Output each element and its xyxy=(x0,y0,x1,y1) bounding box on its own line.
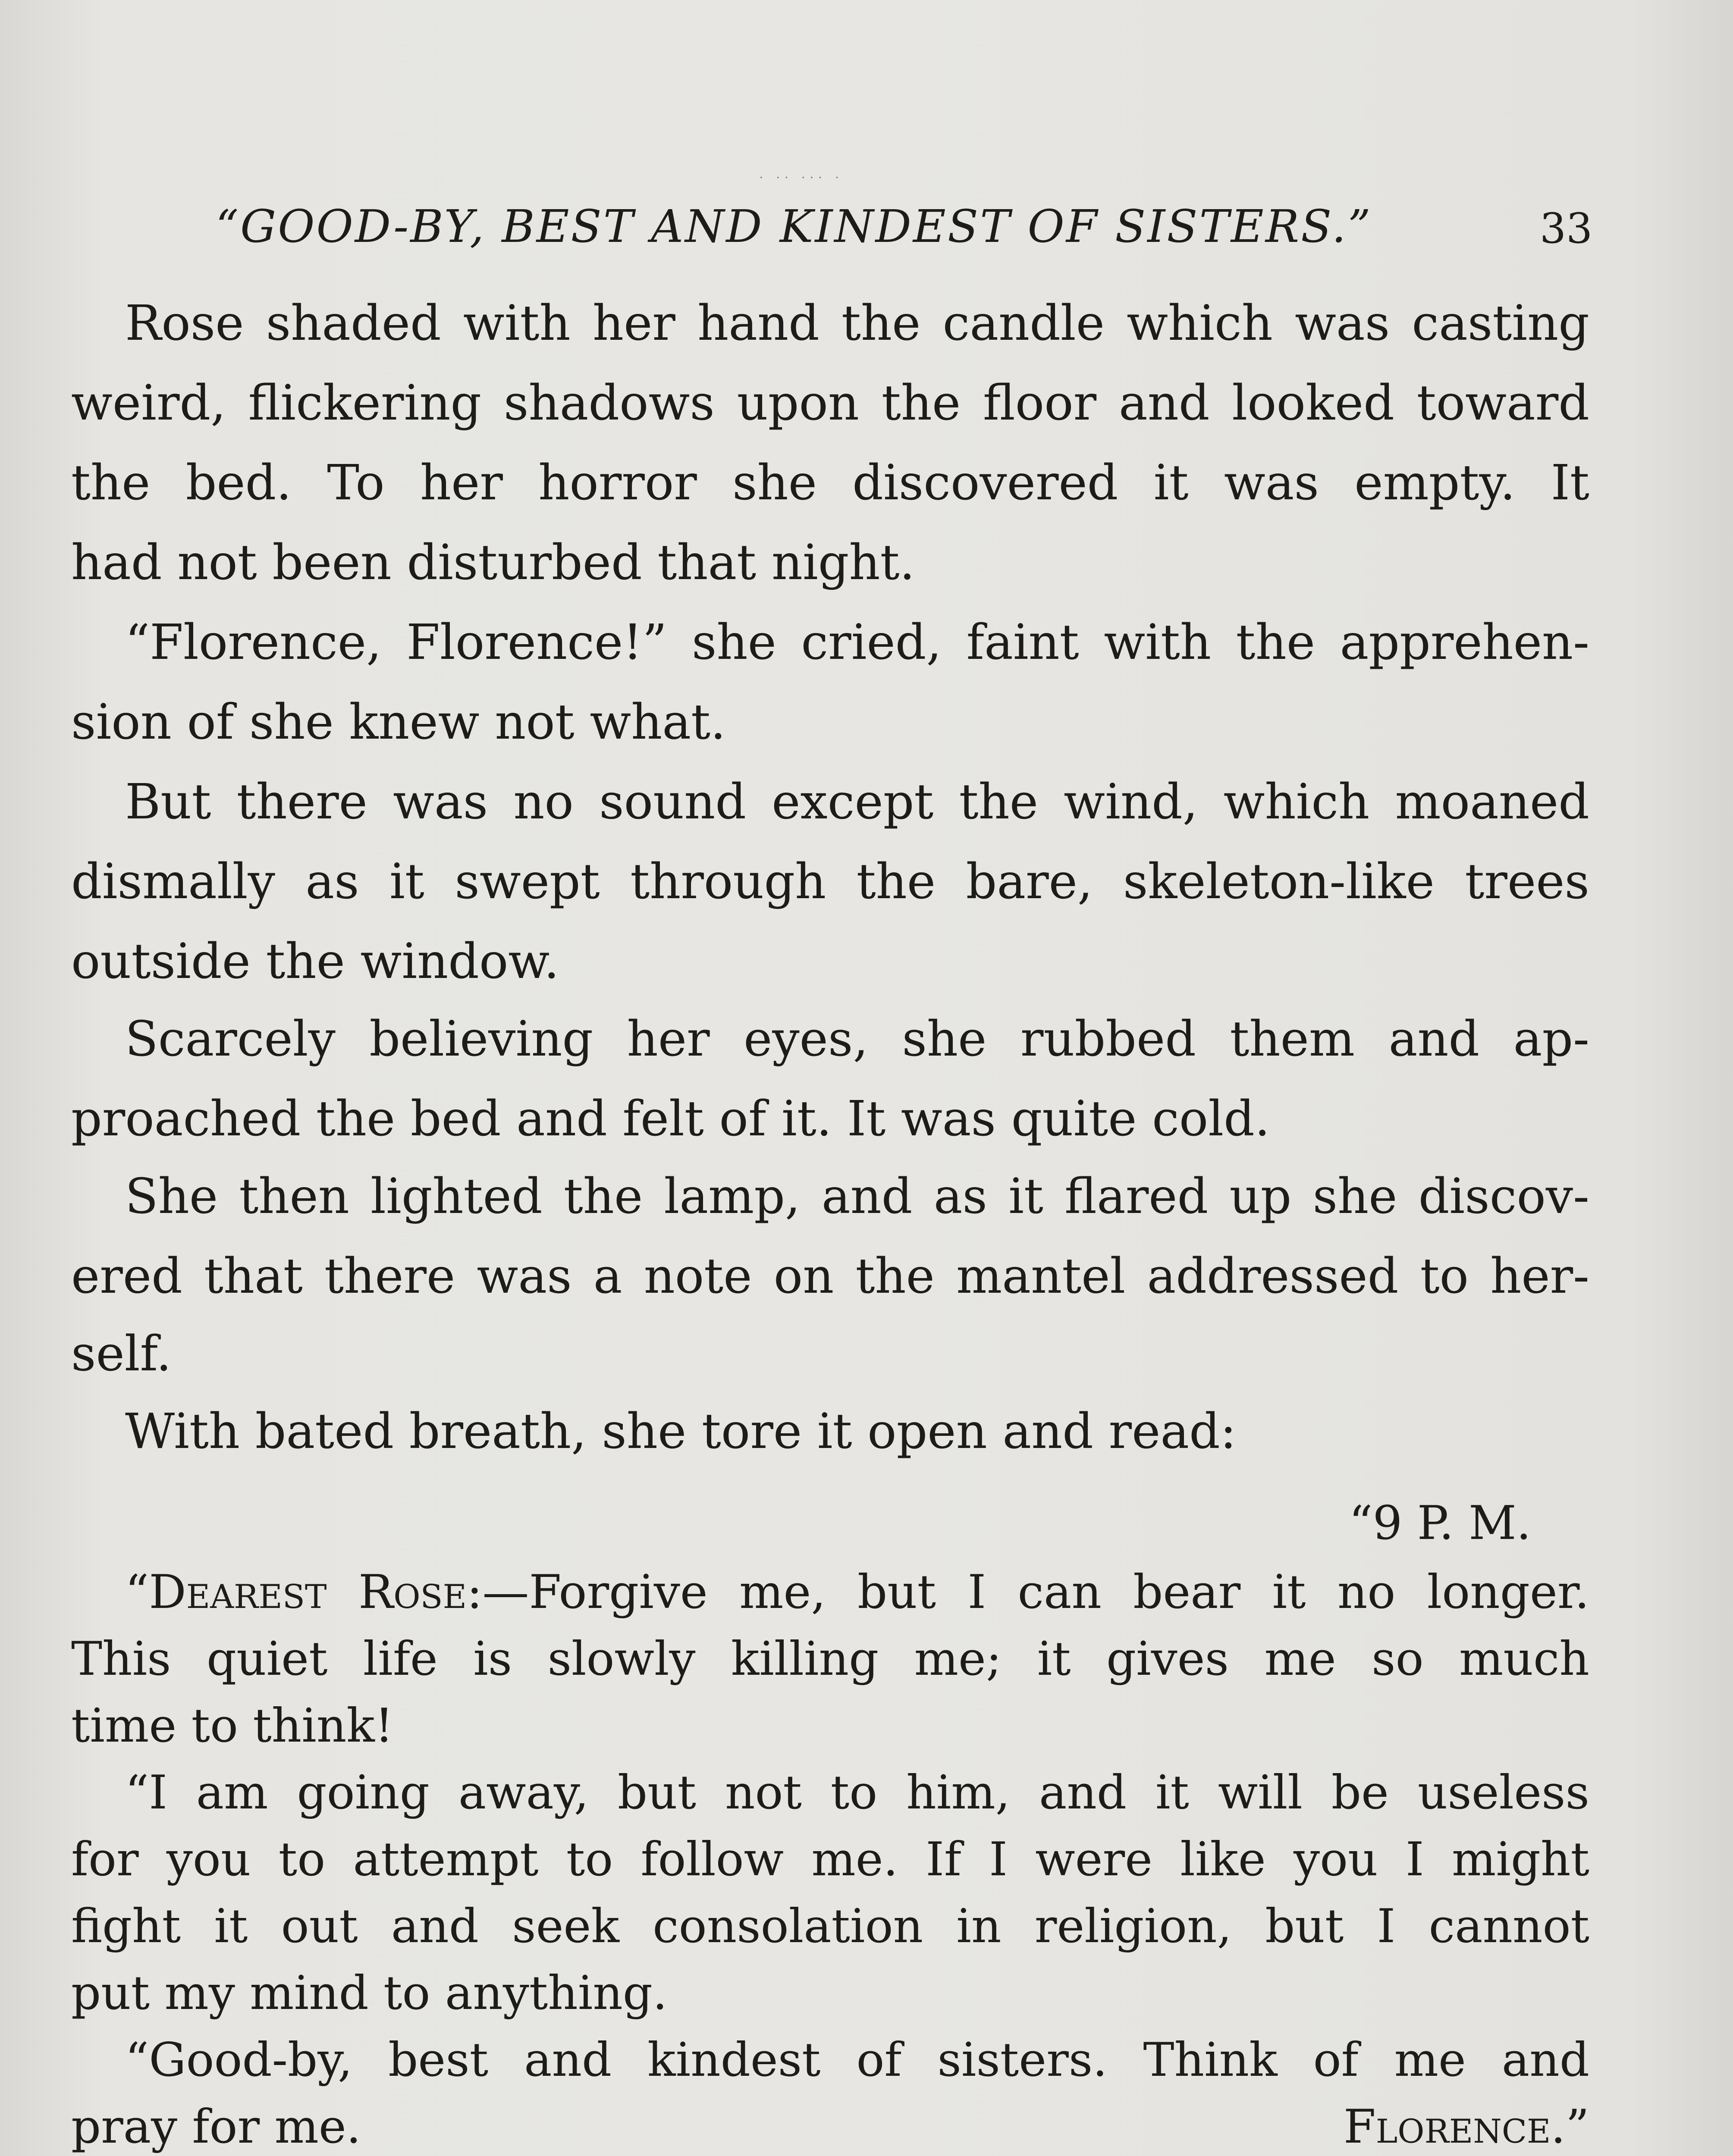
text-line: outside the window. xyxy=(71,934,559,990)
page-number: 33 xyxy=(1540,204,1593,253)
letter-text: Forgive me, but I can bear it no longer. xyxy=(529,1565,1589,1619)
text-line: Rose shaded with her hand the candle which was casting xyxy=(125,295,1589,351)
text-line: weird, flickering shadows upon the floor and looked toward xyxy=(71,375,1589,431)
header-ornament: · ·· ··· · xyxy=(759,170,844,185)
letter-time: “9 P. M. xyxy=(1349,1496,1531,1550)
text-line: the bed. To her horror she discovered it was empty. It xyxy=(71,455,1589,511)
text-line: self. xyxy=(71,1326,172,1382)
text-line: With bated breath, she tore it open and read: xyxy=(125,1404,1237,1460)
text-line: She then lighted the lamp, and as it flared up she discov- xyxy=(125,1169,1589,1225)
letter-signature: Florence.” xyxy=(1343,2100,1589,2154)
letter-opening-line xyxy=(125,1559,1589,1626)
text-line: “Florence, Florence!” she cried, faint with the apprehen- xyxy=(125,614,1589,671)
text-line: fight it out and seek consolation in religion, but I cannot xyxy=(71,1899,1589,1953)
text-line: sion of she knew not what. xyxy=(71,694,726,750)
running-title: “GOOD-BY, BEST AND KINDEST OF SISTERS.” xyxy=(216,200,1372,253)
text-line: “I am going away, but not to him, and it will be useless xyxy=(125,1766,1589,1820)
text-line: But there was no sound except the wind, which moaned xyxy=(125,774,1589,830)
text-line: proached the bed and felt of it. It was quite cold. xyxy=(71,1091,1270,1147)
text-line: ered that there was a note on the mantel addressed to her- xyxy=(71,1248,1589,1304)
text-line: pray for me. xyxy=(71,2100,361,2154)
text-line: for you to attempt to follow me. If I were like you I might xyxy=(71,1833,1589,1887)
letter-salutation: “Dearest Rose:— xyxy=(125,1565,529,1619)
text-line: dismally as it swept through the bare, skeleton-like trees xyxy=(71,854,1589,910)
text-line: time to think! xyxy=(71,1699,394,1753)
text-line: “Good-by, best and kindest of sisters. Think of me and xyxy=(125,2033,1589,2087)
text-line: had not been disturbed that night. xyxy=(71,535,915,591)
text-line: Scarcely believing her eyes, she rubbed them and ap- xyxy=(125,1011,1589,1067)
text-line: This quiet life is slowly killing me; it gives me so much xyxy=(71,1632,1589,1686)
text-line: put my mind to anything. xyxy=(71,1966,668,2020)
